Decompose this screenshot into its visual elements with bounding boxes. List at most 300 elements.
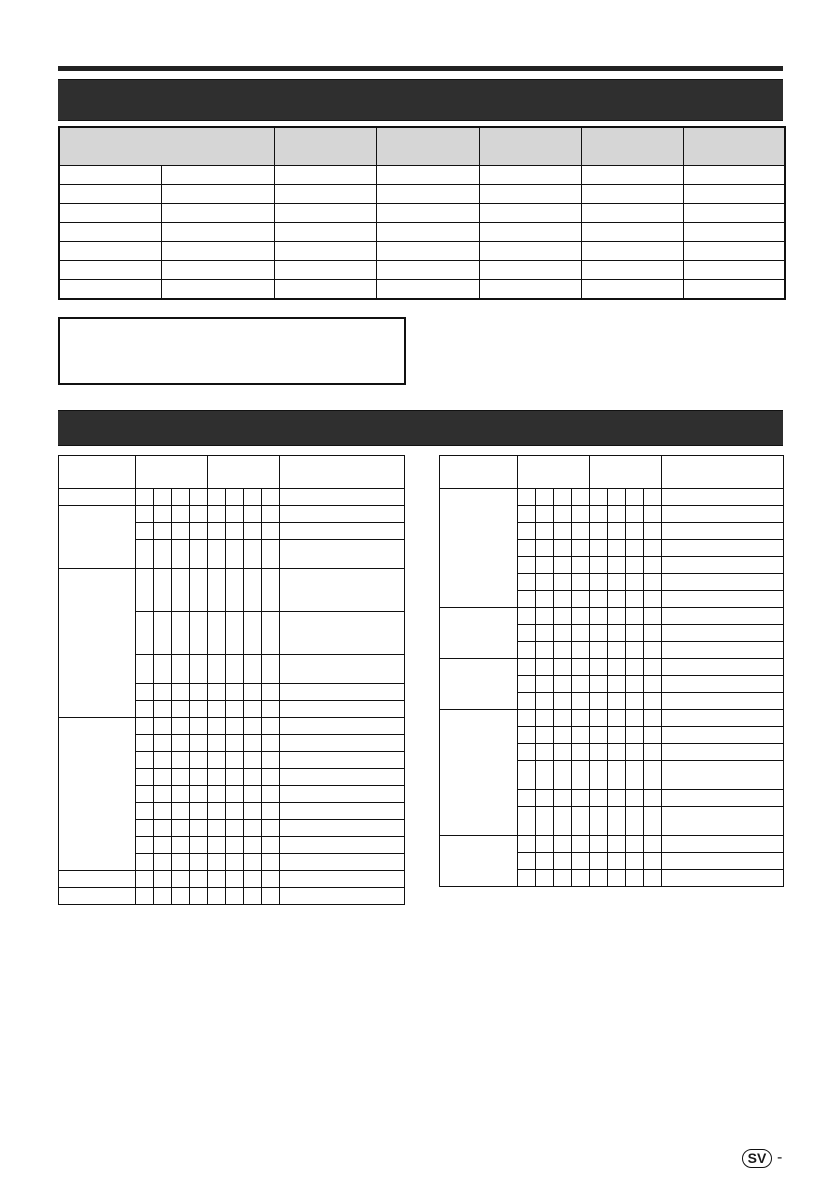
table-cell: [59, 718, 136, 871]
table-cell: [154, 786, 172, 803]
table-cell: [244, 803, 262, 820]
table-cell: [554, 557, 572, 574]
table-cell: [274, 127, 376, 166]
table-cell: [608, 642, 626, 659]
table-cell: [274, 204, 376, 223]
table-cell: [683, 223, 785, 242]
table-cell: [536, 506, 554, 523]
table-cell: [479, 185, 581, 204]
table-cell: [262, 803, 280, 820]
table-cell: [518, 744, 536, 761]
table-cell: [662, 693, 784, 710]
table-cell: [280, 540, 405, 569]
table-cell: [662, 870, 784, 887]
table-cell: [662, 591, 784, 608]
table-cell: [244, 701, 262, 718]
table-cell: [154, 489, 172, 506]
table-cell: [572, 625, 590, 642]
table-cell: [136, 684, 154, 701]
table-cell: [154, 655, 172, 684]
table-cell: [662, 727, 784, 744]
table-cell: [161, 185, 274, 204]
table-cell: [172, 871, 190, 888]
table-cell: [644, 790, 662, 807]
table-cell: [136, 456, 208, 489]
table-row: [59, 280, 785, 300]
table-cell: [136, 569, 154, 612]
table-cell: [226, 803, 244, 820]
table-cell: [608, 625, 626, 642]
table-cell: [154, 769, 172, 786]
table-cell: [154, 506, 172, 523]
table-cell: [208, 569, 226, 612]
table-cell: [608, 807, 626, 836]
table-cell: [554, 523, 572, 540]
table-cell: [608, 540, 626, 557]
table-cell: [172, 735, 190, 752]
table-cell: [626, 710, 644, 727]
table-cell: [644, 853, 662, 870]
compatibility-table-right: [439, 455, 784, 887]
table-cell: [262, 871, 280, 888]
table-cell: [376, 127, 479, 166]
table-cell: [208, 888, 226, 905]
table-cell: [190, 489, 208, 506]
table-cell: [683, 166, 785, 185]
table-cell: [136, 735, 154, 752]
table-cell: [683, 127, 785, 166]
table-cell: [208, 540, 226, 569]
table-cell: [208, 769, 226, 786]
table-cell: [190, 701, 208, 718]
table-cell: [440, 456, 518, 489]
table-cell: [626, 506, 644, 523]
table-cell: [626, 489, 644, 506]
table-cell: [280, 655, 405, 684]
page-number-separator: -: [777, 1149, 783, 1166]
table-cell: [662, 456, 784, 489]
table-cell: [280, 701, 405, 718]
table-cell: [208, 655, 226, 684]
table-cell: [662, 710, 784, 727]
table-cell: [554, 790, 572, 807]
table-row: [59, 261, 785, 280]
table-cell: [572, 790, 590, 807]
table-cell: [59, 456, 136, 489]
table-cell: [208, 523, 226, 540]
table-cell: [226, 506, 244, 523]
table-cell: [154, 752, 172, 769]
table-cell: [190, 506, 208, 523]
table-row: [59, 569, 405, 612]
table-cell: [518, 761, 536, 790]
specification-table: [58, 126, 786, 300]
table-cell: [190, 837, 208, 854]
table-cell: [136, 718, 154, 735]
table-cell: [226, 888, 244, 905]
table-cell: [626, 642, 644, 659]
table-row: [59, 888, 405, 905]
table-cell: [608, 853, 626, 870]
table-cell: [572, 557, 590, 574]
table-cell: [262, 569, 280, 612]
table-cell: [262, 489, 280, 506]
table-cell: [172, 837, 190, 854]
table-cell: [518, 574, 536, 591]
table-cell: [59, 185, 161, 204]
table-row: [59, 506, 405, 523]
table-cell: [626, 870, 644, 887]
table-cell: [154, 540, 172, 569]
table-cell: [244, 752, 262, 769]
table-cell: [136, 701, 154, 718]
table-cell: [572, 676, 590, 693]
table-cell: [136, 769, 154, 786]
table-cell: [518, 807, 536, 836]
table-cell: [244, 735, 262, 752]
table-cell: [244, 684, 262, 701]
table-cell: [683, 185, 785, 204]
table-cell: [572, 836, 590, 853]
table-cell: [662, 836, 784, 853]
table-cell: [208, 456, 280, 489]
table-cell: [554, 870, 572, 887]
table-cell: [280, 489, 405, 506]
table-cell: [572, 642, 590, 659]
table-cell: [554, 693, 572, 710]
table-row: [59, 204, 785, 223]
table-row: [59, 127, 785, 166]
table-cell: [608, 870, 626, 887]
table-cell: [554, 853, 572, 870]
table-cell: [190, 684, 208, 701]
table-cell: [608, 710, 626, 727]
table-cell: [554, 625, 572, 642]
table-cell: [581, 223, 683, 242]
table-cell: [136, 506, 154, 523]
table-cell: [608, 608, 626, 625]
table-cell: [626, 608, 644, 625]
table-cell: [262, 735, 280, 752]
table-cell: [644, 693, 662, 710]
table-cell: [479, 127, 581, 166]
table-cell: [536, 523, 554, 540]
table-cell: [644, 659, 662, 676]
table-cell: [208, 854, 226, 871]
table-cell: [644, 744, 662, 761]
table-cell: [376, 204, 479, 223]
table-cell: [136, 612, 154, 655]
table-cell: [154, 612, 172, 655]
table-row: [440, 489, 784, 506]
table-cell: [172, 854, 190, 871]
table-cell: [154, 569, 172, 612]
table-cell: [226, 523, 244, 540]
table-cell: [226, 854, 244, 871]
table-cell: [244, 655, 262, 684]
table-cell: [172, 569, 190, 612]
table-cell: [280, 786, 405, 803]
table-cell: [376, 223, 479, 242]
table-cell: [572, 710, 590, 727]
table-cell: [280, 871, 405, 888]
table-cell: [190, 752, 208, 769]
table-cell: [154, 735, 172, 752]
table-cell: [190, 888, 208, 905]
table-cell: [136, 523, 154, 540]
table-cell: [518, 625, 536, 642]
table-cell: [590, 790, 608, 807]
table-cell: [554, 574, 572, 591]
table-cell: [590, 693, 608, 710]
table-cell: [536, 659, 554, 676]
table-cell: [518, 836, 536, 853]
table-cell: [608, 557, 626, 574]
table-cell: [172, 523, 190, 540]
table-cell: [626, 591, 644, 608]
table-cell: [518, 540, 536, 557]
table-cell: [208, 612, 226, 655]
table-cell: [136, 803, 154, 820]
table-cell: [208, 735, 226, 752]
table-cell: [190, 569, 208, 612]
table-row: [59, 718, 405, 735]
table-cell: [581, 280, 683, 300]
table-cell: [440, 710, 518, 836]
table-cell: [262, 718, 280, 735]
table-cell: [440, 489, 518, 608]
table-cell: [644, 540, 662, 557]
table-cell: [662, 506, 784, 523]
table-cell: [536, 574, 554, 591]
table-cell: [554, 836, 572, 853]
table-cell: [683, 242, 785, 261]
table-cell: [590, 744, 608, 761]
table-cell: [244, 837, 262, 854]
table-cell: [536, 870, 554, 887]
table-cell: [572, 761, 590, 790]
table-cell: [59, 569, 136, 718]
table-cell: [274, 242, 376, 261]
table-cell: [154, 854, 172, 871]
table-cell: [226, 701, 244, 718]
table-cell: [590, 727, 608, 744]
table-cell: [662, 625, 784, 642]
table-cell: [644, 489, 662, 506]
table-cell: [172, 718, 190, 735]
table-cell: [274, 223, 376, 242]
table-cell: [581, 185, 683, 204]
table-cell: [662, 642, 784, 659]
table-cell: [608, 693, 626, 710]
table-cell: [172, 752, 190, 769]
table-cell: [608, 489, 626, 506]
table-cell: [590, 456, 662, 489]
table-cell: [662, 557, 784, 574]
table-row: [440, 659, 784, 676]
table-cell: [172, 888, 190, 905]
table-cell: [608, 790, 626, 807]
table-cell: [172, 684, 190, 701]
table-cell: [608, 727, 626, 744]
table-cell: [572, 591, 590, 608]
table-cell: [262, 506, 280, 523]
table-cell: [572, 540, 590, 557]
table-cell: [172, 612, 190, 655]
table-cell: [280, 523, 405, 540]
section-header-band: [58, 79, 783, 121]
table-cell: [554, 710, 572, 727]
table-cell: [226, 612, 244, 655]
section-header-band-2: [58, 410, 783, 446]
table-cell: [274, 280, 376, 300]
table-cell: [626, 761, 644, 790]
table-cell: [59, 280, 161, 300]
table-cell: [590, 557, 608, 574]
table-cell: [479, 261, 581, 280]
table-cell: [536, 710, 554, 727]
table-cell: [262, 837, 280, 854]
table-cell: [172, 803, 190, 820]
table-cell: [262, 820, 280, 837]
table-cell: [479, 242, 581, 261]
table-cell: [226, 820, 244, 837]
table-cell: [662, 540, 784, 557]
table-cell: [590, 836, 608, 853]
table-cell: [161, 223, 274, 242]
table-cell: [644, 676, 662, 693]
table-cell: [572, 853, 590, 870]
table-cell: [644, 807, 662, 836]
table-cell: [172, 769, 190, 786]
table-cell: [190, 655, 208, 684]
table-cell: [590, 807, 608, 836]
table-cell: [644, 727, 662, 744]
table-cell: [172, 506, 190, 523]
compatibility-table-left: [58, 455, 405, 905]
table-cell: [208, 871, 226, 888]
table-cell: [581, 261, 683, 280]
table-cell: [518, 870, 536, 887]
top-rule: [58, 66, 783, 71]
table-cell: [536, 853, 554, 870]
table-row: [440, 710, 784, 727]
table-cell: [208, 701, 226, 718]
table-cell: [662, 608, 784, 625]
table-cell: [244, 612, 262, 655]
table-cell: [190, 718, 208, 735]
table-cell: [154, 684, 172, 701]
table-cell: [226, 684, 244, 701]
table-cell: [590, 761, 608, 790]
table-cell: [518, 489, 536, 506]
table-cell: [376, 185, 479, 204]
table-cell: [172, 701, 190, 718]
table-cell: [590, 506, 608, 523]
table-cell: [608, 591, 626, 608]
table-cell: [59, 223, 161, 242]
table-cell: [590, 642, 608, 659]
table-cell: [518, 659, 536, 676]
table-cell: [518, 591, 536, 608]
table-cell: [644, 761, 662, 790]
table-cell: [662, 761, 784, 790]
table-cell: [662, 790, 784, 807]
table-row: [59, 871, 405, 888]
table-cell: [262, 769, 280, 786]
table-cell: [626, 727, 644, 744]
table-cell: [608, 506, 626, 523]
table-cell: [518, 642, 536, 659]
table-cell: [280, 752, 405, 769]
table-cell: [662, 676, 784, 693]
table-cell: [626, 693, 644, 710]
table-cell: [376, 242, 479, 261]
table-cell: [262, 523, 280, 540]
table-cell: [644, 574, 662, 591]
table-cell: [226, 769, 244, 786]
table-cell: [226, 752, 244, 769]
table-cell: [190, 854, 208, 871]
table-cell: [572, 608, 590, 625]
table-cell: [244, 540, 262, 569]
table-cell: [208, 820, 226, 837]
table-cell: [376, 261, 479, 280]
table-cell: [662, 659, 784, 676]
table-row: [440, 608, 784, 625]
table-row: [440, 456, 784, 489]
table-cell: [608, 659, 626, 676]
table-cell: [226, 735, 244, 752]
table-cell: [226, 569, 244, 612]
table-row: [59, 185, 785, 204]
table-cell: [190, 871, 208, 888]
table-cell: [479, 166, 581, 185]
table-cell: [626, 574, 644, 591]
table-cell: [190, 786, 208, 803]
table-cell: [626, 807, 644, 836]
table-cell: [554, 506, 572, 523]
table-cell: [518, 727, 536, 744]
table-cell: [280, 769, 405, 786]
table-cell: [208, 786, 226, 803]
table-cell: [280, 854, 405, 871]
table-cell: [536, 642, 554, 659]
table-cell: [572, 574, 590, 591]
table-cell: [590, 523, 608, 540]
table-cell: [536, 727, 554, 744]
table-cell: [154, 871, 172, 888]
table-cell: [608, 523, 626, 540]
table-cell: [590, 625, 608, 642]
table-cell: [154, 523, 172, 540]
table-cell: [190, 612, 208, 655]
table-cell: [518, 456, 590, 489]
table-cell: [536, 836, 554, 853]
table-cell: [190, 540, 208, 569]
table-cell: [644, 642, 662, 659]
table-cell: [554, 489, 572, 506]
table-cell: [280, 456, 405, 489]
table-cell: [608, 836, 626, 853]
table-cell: [536, 625, 554, 642]
table-cell: [172, 540, 190, 569]
table-row: [59, 223, 785, 242]
table-cell: [280, 735, 405, 752]
table-cell: [683, 204, 785, 223]
table-cell: [572, 870, 590, 887]
table-cell: [626, 790, 644, 807]
